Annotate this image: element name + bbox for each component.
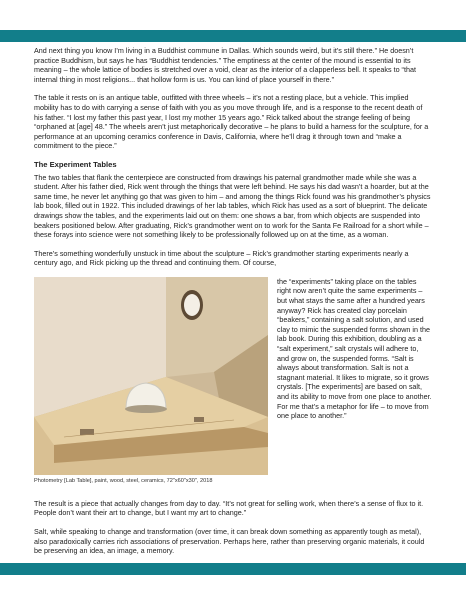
bottom-band [0,563,466,575]
photo-illustration [34,277,268,475]
figure-block [34,277,432,492]
paragraph-4-continued: the “experiments” taking place on the tables right now aren’t quite the same experiments – but what stays the same after a hundred years anyway? Rick has created clay porcelain “beakers,” containing a salt solution, and used clay to mimic the suspended forms shown in the lab book. During this exhibition, doubling as a “salt experiment,” salt crystals will adhere to, and grow on, the suspended forms. “Salt is always about transformation. Salt is not a stagnant material. It likes to migrate, so it grows crystals. [The experiments] are based on salt, and its ability to move from one place to another. For me that’s a metaphor for life – to move from one place to another.” [277,276,432,421]
artwork-photo [34,277,268,475]
figure-caption: Photometry [Lab Table], paint, wood, steel, ceramics, 72"x60"x30", 2018 [34,477,213,484]
top-band [0,30,466,42]
paragraph-3: The two tables that flank the centerpiece are constructed from drawings his paternal grandmother made while she was a student. After his father died, Rick went through the things that were left behind. He says his dad wasn’t a hoarder, but at the same time, he never let anything go that was given to him – and among the things Rick found was his grandmother’s physics lab book, filled out in 1922. This included drawings of her lab tables, which Rick has used as a sort of blueprint. The delicate drawings show the tables, and the experiments laid out on them: one shows a bar, from which objects are suspended into beakers positioned below. After graduating, Rick’s grandmother went on to work for the Santa Fe Railroad for a short while – these forays into science were not something likely to be professionally followed up on at the time, as a woman. [34,172,431,240]
paragraph-6: Salt, while speaking to change and transformation (over time, it can break down something as apparently tough as metal), also paradoxically carries rich associations of preservation. Perhaps here, rather than preserving organic materials, it could be preserving an idea, an image, a memory. [34,527,425,556]
paragraph-1: And next thing you know I’m living in a Buddhist commune in Dallas. Which sounds weird, but it’s still there.” He doesn’t practice Buddhism, but says he has “Buddhist tendencies.” The emptiness at the center of the mound is essential to its meaning – the whole lattice of bodies is stretched over a void, clear as the interior of a clapperless bell. It speaks to “that internal thing in most religions... that hollow form is us. You can kind of place yourself in there.” [34,46,416,84]
paragraph-2: The table it rests on is an antique table, outfitted with three wheels – it’s not a resting place, but a vehicle. This implied mobility has to do with carrying a sense of faith with you as you move through life, and is a response to the recent death of his father. “I lost my father this past year, I lost my mother 15 years ago.” Rick talked about the strange feeling of being “orphaned at [age] 48.” The wheels aren’t just metaphorically decorative – he plans to build a harness for the sculpture, for a performance at an upcoming ceramics conference in Davis, California, where he’ll drag it through town and “make a commitment to the piece.” [34,93,429,151]
paragraph-4: There’s something wonderfully unstuck in time about the sculpture – Rick’s grandmother starting experiments nearly a century ago, and Rick picking up the thread and continuing them. Of course, [34,248,409,268]
paragraph-5: The result is a piece that actually changes from day to day. “It’s not great for selling work, when there’s a sense of flux to it. People don’t want their art to change, but I want my art to change.” [34,498,424,518]
section-heading: The Experiment Tables [34,159,117,169]
article-body [34,46,432,565]
